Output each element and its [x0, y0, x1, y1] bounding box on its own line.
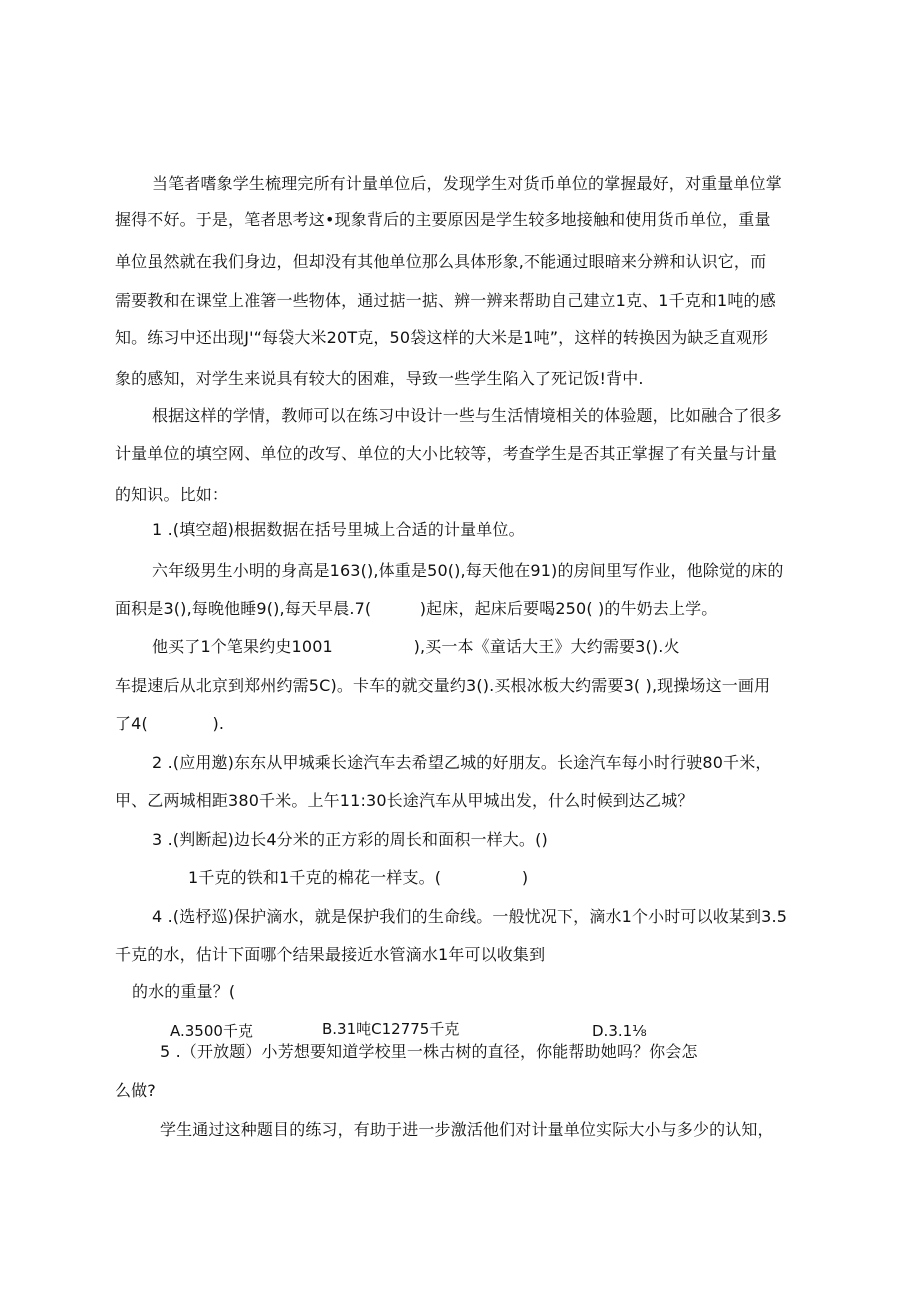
question-1-line-2: 面积是3(),每晚他睡9(),每天早晨.7( )起床，起床后要喝250( )的牛奶去上学。	[115, 599, 718, 618]
question-2-title: 2 .(应用邀)东东从甲城乘长途汽车去希望乙城的好朋友。长途汽车每小时行驶80千米，	[152, 753, 772, 772]
question-5-line-2: 么做?	[115, 1081, 156, 1100]
paragraph-1-line-6: 象的感知，对学生来说具有较大的困难，导致一些学生陷入了死记饭!背中.	[115, 369, 644, 388]
paragraph-2-line-1: 根据这样的学情，教师可以在练习中设计一些与生活情境相关的体验题，比如融合了很多	[152, 406, 782, 425]
question-5-title: 5 .（开放题）小芳想要知道学校里一株古树的直径，你能帮助她吗？你会怎	[160, 1042, 698, 1061]
question-1-line-5: 了4( ).	[115, 714, 225, 733]
paragraph-1-line-2: 握得不好。于是，笔者思考这•现象背后的主要原因是学生较多地接触和使用货币单位，重量	[115, 210, 771, 229]
option-b-c: B.31吨C12775千克	[322, 1020, 460, 1038]
paragraph-1-line-3: 单位虽然就在我们身边，但却没有其他单位那么具体形象,不能通过眼暗来分辨和认识它，而	[115, 252, 767, 271]
paragraph-1-line-1: 当笔者嗜象学生梳理完所有计量单位后，发现学生对货币单位的掌握最好，对重量单位掌	[152, 174, 782, 193]
question-4-title: 4 .(选杼巡)保护滴水，就是保护我们的生命线。一般忧况下，滴水1个小时可以收某到3.5	[152, 907, 788, 926]
question-4-line-2: 千克的水，估计下面哪个结果最接近水管滴水1年可以收集到	[115, 945, 546, 964]
question-1-line-1: 六年级男生小明的身高是163(),体重是50(),每天他在91)的房间里写作业，他除觉的床的	[152, 561, 784, 580]
question-3-line-2: 1千克的铁和1千克的棉花一样支。( )	[188, 868, 529, 887]
option-d: D.3.1⅛	[592, 1022, 647, 1040]
paragraph-1-line-4: 需要教和在课堂上准箸一些物体，通过掂一掂、辨一辨来帮助自己建立1克、1千克和1吨的感	[115, 291, 776, 310]
paragraph-2-line-2: 计量单位的填空网、单位的改写、单位的大小比较等，考查学生是否其正掌握了有关量与计量	[115, 444, 778, 463]
question-3-title: 3 .(判断起)边长4分米的正方彩的周长和面积一样大。()	[152, 830, 548, 849]
paragraph-2-line-3: 的知识。比如：	[115, 485, 229, 504]
question-1-line-4: 车提速后从北京到郑州约需5C)。卡车的就交量约3().买根冰板大约需要3( ),现操场这一画用	[115, 676, 771, 695]
question-4-line-3: 的水的重量？(	[132, 982, 236, 1001]
option-a: A.3500千克	[170, 1022, 253, 1040]
paragraph-1-line-5: 知。练习中还出现J'“每袋大米20T克，50袋这样的大米是1吨”，这样的转换因为缺乏直观形	[115, 328, 769, 347]
closing-paragraph: 学生通过这种题目的练习，有助于进一步激活他们对计量单位实际大小与多少的认知，	[160, 1120, 774, 1139]
question-1-title: 1 .(填空超)根据数据在括号里城上合适的计量单位。	[152, 520, 525, 539]
question-2-line-2: 甲、乙两城相距380千米。上午11:30长途汽车从甲城出发，什么时候到达乙城？	[115, 791, 694, 810]
question-1-line-3: 他买了1个笔果约史1001 ),买一本《童话大王》大约需要3().火	[152, 637, 680, 656]
